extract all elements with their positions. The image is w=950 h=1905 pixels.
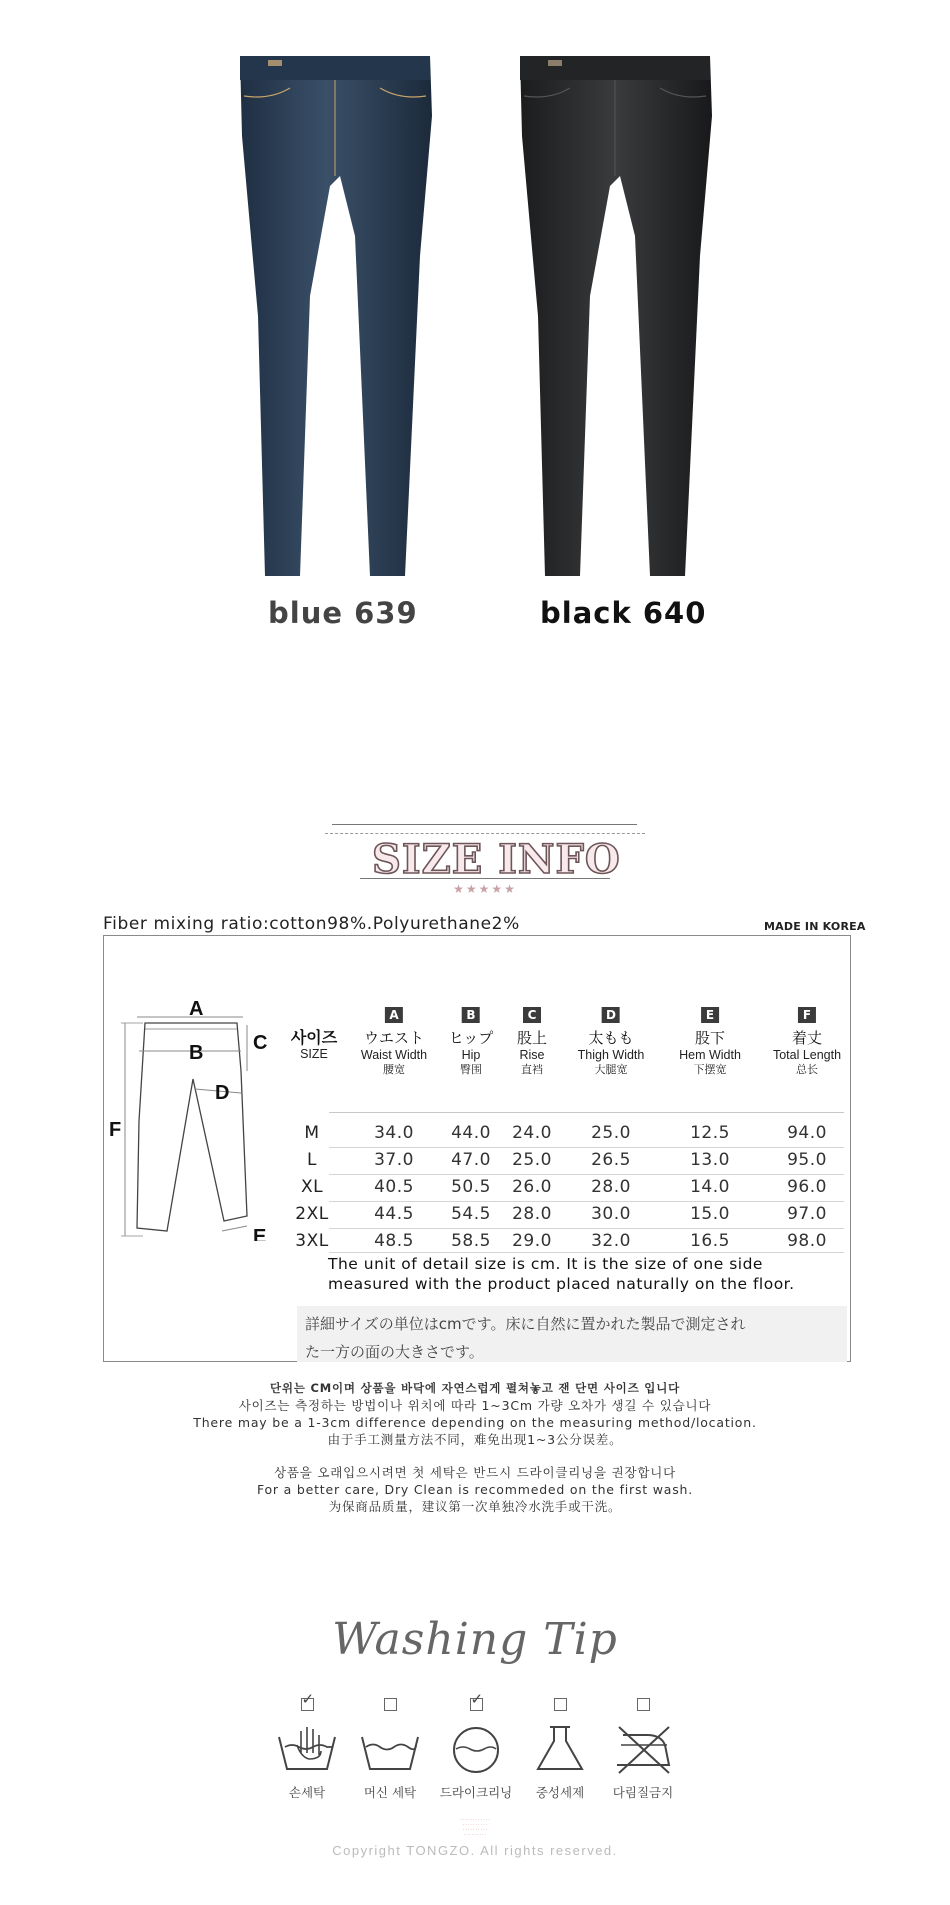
checkbox-unchecked (637, 1698, 650, 1711)
blue-jeans-image (230, 56, 440, 586)
copyright-text: Copyright TONGZO. All rights reserved. (332, 1843, 618, 1858)
size-info-header (320, 820, 650, 900)
checkbox-unchecked (554, 1698, 567, 1711)
checkbox-checked: ✓ (470, 1698, 483, 1711)
col-header-size: 사이즈 SIZE (290, 1028, 338, 1061)
table-row: 2XL 44.5 54.5 28.0 30.0 15.0 97.0 (295, 1204, 827, 1224)
size-table-box (103, 935, 851, 1362)
wash-option-machine-wash: 머신 세탁 (345, 1698, 435, 1801)
size-info-title: SIZE INFO (372, 836, 621, 883)
checkbox-unchecked (384, 1698, 397, 1711)
diagram-letter-b: B (189, 1042, 204, 1064)
wash-option-no-iron: 다림질금지 (598, 1698, 688, 1801)
table-row: L 37.0 47.0 25.0 26.5 13.0 95.0 (307, 1150, 827, 1170)
fine-print: · · · · · · · · · · · · · · · · · · · · · · · · · · · · · · · · · · · · · · · · · (460, 1817, 490, 1837)
neutral-detergent-icon (528, 1723, 592, 1775)
diagram-letter-e: E (253, 1226, 267, 1241)
col-header-rise: C 股上 Rise 直裆 (516, 1008, 548, 1076)
wash-option-hand-wash: ✓ 손세탁 (262, 1698, 352, 1801)
black-jeans-image (510, 56, 720, 586)
japanese-unit-note: 詳細サイズの単位はcmです。床に自然に置かれた製品で測定され た一方の面の大きさです。 (297, 1306, 847, 1362)
table-row: 3XL 48.5 58.5 29.0 32.0 16.5 98.0 (295, 1231, 827, 1251)
diagram-letter-d: D (215, 1082, 230, 1104)
size-info-stars: ★★★★★ (453, 882, 517, 896)
machine-wash-icon (358, 1723, 422, 1775)
diagram-letter-f: F (109, 1119, 122, 1141)
black-color-label: black 640 (540, 596, 707, 630)
wash-option-neutral-detergent: 중성세제 (515, 1698, 605, 1801)
table-row: XL 40.5 50.5 26.0 28.0 14.0 96.0 (300, 1177, 827, 1197)
blue-color-label: blue 639 (268, 596, 418, 630)
table-row: M 34.0 44.0 24.0 25.0 12.5 94.0 (304, 1123, 827, 1143)
col-header-total-length: F 着丈 Total Length 总长 (772, 1008, 842, 1076)
washing-tip-title: Washing Tip (332, 1614, 618, 1665)
diagram-letter-a: A (189, 1001, 204, 1020)
col-header-thigh: D 太もも Thigh Width 大腿宽 (577, 1008, 645, 1076)
unit-note: The unit of detail size is cm. It is the size of one side measured with the product placed naturally on the floor. (328, 1255, 795, 1293)
measurement-notes: 단위는 CM이며 상품을 바닥에 자연스럽게 펼쳐놓고 잰 단면 사이즈 입니다 사이즈는 측정하는 방법이나 위치에 따라 1~3Cm 가량 오차가 생길 수 있습니다 There may be a 1-3cm difference depending on the measuring method/location. 由于手工测量方法不同，难免出现1~3公分误差。 (193, 1381, 757, 1447)
wash-option-dry-clean: ✓ 드라이크리닝 (439, 1690, 513, 1800)
care-notes: 상품을 오래입으시려면 첫 세탁은 반드시 드라이클리닝을 권장합니다 For a better care, Dry Clean is recommeded on the first wash. 为保商品质量，建议第一次单独冷水洗手或干洗。 (256, 1465, 694, 1514)
dry-clean-icon (444, 1723, 508, 1775)
no-iron-icon (611, 1723, 675, 1775)
diagram-letter-c: C (253, 1032, 268, 1054)
col-header-waist: A ウエスト Waist Width 腰宽 (360, 1008, 428, 1076)
col-header-hem: E 股下 Hem Width 下摆宽 (679, 1008, 741, 1076)
fiber-mixing-ratio: Fiber mixing ratio:cotton98%.Polyurethane2% (103, 914, 520, 934)
hand-wash-icon (275, 1723, 339, 1775)
made-in-label: MADE IN KOREA (764, 920, 866, 933)
checkbox-checked: ✓ (301, 1698, 314, 1711)
col-header-hip: B ヒップ Hip 臀围 (448, 1008, 494, 1076)
